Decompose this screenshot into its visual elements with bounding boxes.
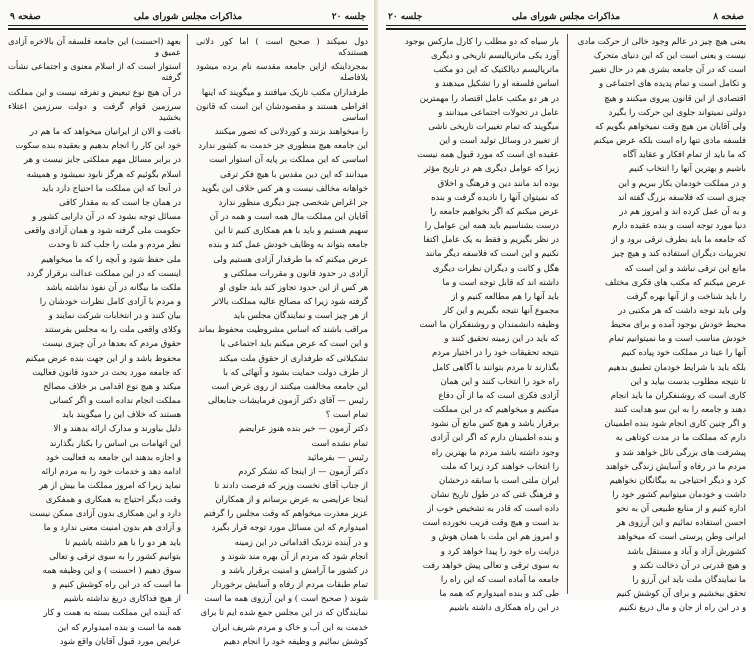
text-line: آقایان این مملکت مال همه است و همه در آن <box>209 211 368 222</box>
text-line: دارد و این همکاری بدون آزادی ممکن نیست <box>29 508 181 519</box>
text-line: هر کس از این حدود تجاوز کند باید جلوی او <box>219 281 368 292</box>
text-line: که جامعه ما باید بطرف ترقی برود و از <box>611 234 746 245</box>
page-number: صفحه ۹ <box>10 12 41 22</box>
text-line: درایت راه خود را پیدا خواهد کرد و <box>440 545 559 556</box>
text-line: را باید شناخت و از آنها بهره گرفت <box>626 290 746 301</box>
text-line: و تکامل است و تمام پدیده های اجتماعی و <box>598 78 746 89</box>
header-rule-double <box>386 28 746 30</box>
text-line: بوده اند مانند دین و فرهنگ و اخلاق <box>437 177 559 188</box>
text-line: عرض میکنم که مکتب های فکری مختلف <box>605 276 746 287</box>
text-line: دول نمیکند ( صحیح است ) اما کور دلانی هستندکه <box>196 36 368 58</box>
text-line: خودش مناسب است و ما نمیتوانیم تمام <box>608 333 746 344</box>
text-line: نتیجه تحقیقات خود را در اختیار مردم <box>432 347 559 358</box>
text-line: پیشرفت های بزرگی نائل خواهد شد و <box>615 446 746 457</box>
text-line: مملکت انجام نداده است و اگر کسانی <box>49 395 181 406</box>
text-line: کشورش آزاد و آباد و مستقل باشد <box>627 545 746 556</box>
text-line: این اتهامات بی اساس را بکنار بگذارند <box>49 437 181 448</box>
text-line: ادامه دهد و خدمات خود را به مردم ارائه <box>41 465 181 476</box>
text-line: امیدوارم که این مسائل مورد توجه قرار بگیرد <box>211 522 368 533</box>
text-line: بعهد (احسنت) این جامعه فلسفه آن بالاخره آزادی عمیق و <box>8 36 181 58</box>
text-line: شوند ( صحیح است ) و این آرزوی همه ما است <box>204 593 368 604</box>
text-line: در همان جا است که به مقدار کافی <box>59 196 181 207</box>
text-line: اساس فلسفه او را تشکیل میدهند و <box>435 78 559 89</box>
text-line: مردم ما در رفاه و آسایش زندگی خواهند <box>605 460 746 471</box>
text-column-left <box>386 36 559 613</box>
text-line: هستند که خلاف این را میگویند باید <box>62 409 181 420</box>
text-line: طی کند و بنده امیدوارم که همه ما <box>439 588 559 599</box>
text-line: و این است که عرض میکنم باید اجتماعی یا <box>220 338 368 349</box>
text-line: این جامعه هیچ منظوری جز خدمت به کشور ندارد <box>198 140 368 151</box>
text-line: مراقب باشند که اساس مشروطیت محفوظ بماند <box>198 324 368 335</box>
text-line: دهند و جامعه را به این سو هدایت کنند <box>614 404 746 415</box>
text-line: بتوانیم کشور را به سوی ترقی و تعالی <box>49 550 181 561</box>
text-line: کوشش نمائیم و وظیفه خود را انجام دهیم <box>223 635 368 646</box>
text-line: دکتر آزمون — خیر بنده هنوز عرایضم <box>239 423 368 434</box>
text-line: ایران ملتی است با سابقه درخشان <box>438 474 559 485</box>
text-line: در برابر مسائل مهم مملکتی جایز نیست و هر <box>24 154 181 165</box>
page-number: صفحه ۸ <box>713 12 744 22</box>
text-line: وکلای واقعی ملت را به مجلس بفرستند <box>44 324 181 335</box>
text-line: که آینده این مملکت بسته به همت و کار <box>43 607 181 618</box>
text-line: بگذارند تا مردم بتوانند با آگاهی کامل <box>432 361 559 372</box>
text-line: این جامعه مخالفت میکنند از روی غرض است <box>211 380 368 391</box>
text-line: از هر چیز است و نمایندگان مجلس باید <box>233 310 368 321</box>
text-line: به سوی ترقی و تعالی پیش خواهد رفت <box>422 559 559 570</box>
text-line: از هیچ فداکاری دریغ نداشته باشیم <box>63 593 181 604</box>
text-line: و مردم با آزادی کامل نظرات خودشان را <box>39 295 181 306</box>
text-line: وظیفه دانشمندان و روشنفکران ما است <box>419 319 559 330</box>
text-line: تمام نشده است <box>311 437 368 448</box>
text-line: دولتی نمیتواند جلوی این حرکت را بگیرد <box>608 106 746 117</box>
text-line: نماید زیرا که امروز مملکت ما بیش از هر <box>38 480 181 490</box>
text-line: آنها را عینا در مملکت خود پیاده کنیم <box>621 347 746 358</box>
text-line: بار سیاه که دو مطلب را کارل مارکس بوجود <box>405 36 559 46</box>
text-line: استوار است که از اسلام معنوی و اجتماعی نشأت گرفته <box>8 61 181 83</box>
text-line: میکند و هیچ نوع اقدامی بر خلاف مصالح <box>43 380 181 391</box>
text-column-right <box>574 36 746 613</box>
text-line: باید آنها را هم مطالعه کنیم و از <box>451 290 559 301</box>
text-line: در کشور ما آرامش و امنیت برقرار باشد و <box>221 564 368 575</box>
text-line: اساسی که این مملکت بر پایه آن استوار است <box>209 154 368 165</box>
text-line: که جامعه مورد بحث در حدود قانون فعالیت <box>32 366 181 377</box>
text-line: عرض میکنم که اگر بخواهیم جامعه را <box>430 205 559 216</box>
session-label: جلسه ۲۰ <box>388 12 423 22</box>
text-line: از طرف دولت حمایت بشود و آنهائی که با <box>223 366 368 377</box>
text-line: ایرانی وطن پرستی است که میخواهد <box>617 531 746 542</box>
text-line: ولی آقایان من هیچ وقت نمیخواهم بگویم که <box>594 120 746 131</box>
text-line: انجام شود که مردم از آن بهره مند شوند و <box>221 550 368 561</box>
text-line: عقیده ای است که مورد قبول همه نیست <box>417 149 559 160</box>
text-line: در هر دو مکتب عامل اقتصاد را مهمترین <box>419 92 559 103</box>
text-line: و در آینده نزدیک اقداماتی در این زمینه <box>234 536 368 547</box>
text-line: تمام است ؟ <box>325 409 368 420</box>
text-line: نیست و یعنی است این که این دنیای متحرک <box>593 50 746 61</box>
text-line: ما است که در این راه کوشش کنیم و <box>52 579 181 590</box>
text-line: سرزمین قوام گرفت و دولت سرزمین اعتلاء بخشید <box>8 100 181 122</box>
text-line: محیط خودش بوجود آمده و برای محیط <box>610 319 746 330</box>
text-line: اسلام بگوئیم که هرگز نابود نمیشود و همیشه <box>26 168 181 179</box>
text-line: تشکیلاتی که طرفداری از حقوق ملت میکند <box>219 352 368 363</box>
text-line: و امروز هم این ملت با همان هوش و <box>431 531 559 542</box>
text-line: همه ما است و بنده امیدوارم که این <box>57 621 181 632</box>
text-line: در این راه همکاری داشته باشیم <box>448 602 559 613</box>
text-line: خود این کار را انجام بدهیم و بعقیده بنده سکوت <box>15 140 181 151</box>
text-line: دکتر آزمون — از اینجا که تشکر کردم <box>238 465 368 476</box>
text-line: عزیز معذرت میخواهم که وقت مجلس را گرفتم <box>203 508 368 519</box>
text-line: بیان کنند و در انتخابات شرکت نمایند و <box>48 310 181 321</box>
text-line: در آنجا که این مملکت ما احتیاج دارد باید <box>41 182 181 193</box>
text-line: و اگر چنین کاری انجام شود بنده اطمینان <box>604 418 746 429</box>
text-line: هگل و کانت و دیگران نظرات دیگری <box>432 262 559 273</box>
text-line: نکنیم و این است که فلاسفه دیگر مانند <box>425 248 559 259</box>
header-rule <box>386 25 746 26</box>
text-line: بمجرداینکه ازاین جامعه مقدسه نام برده میشود بلافاصله <box>196 61 368 83</box>
text-line: حقوق مردم که بعدها در آن چیزی نیست <box>42 338 181 349</box>
text-line: راه خود را انتخاب کنند و این همان <box>440 375 559 386</box>
text-line: فلسفه مادی تنها راه است بلکه عرض میکنم <box>593 135 746 146</box>
text-line: دلیل بیاورند و مدارک ارائه بدهند و الا <box>53 423 181 434</box>
text-line: کاری است که روشنفکران ما باید انجام <box>610 389 746 400</box>
text-line: در آن هیچ نوع تبعیض و تفرقه نیست و این مملکت <box>8 86 181 97</box>
text-line: جامعه بتواند به وظایف خودش عمل کند و بنده <box>208 239 368 250</box>
text-line: وجود داشته باشد مردم ما بهترین راه <box>431 446 559 457</box>
text-line: داشت و خودمان میتوانیم کشور خود را <box>612 489 746 499</box>
text-line: تا نتیجه مطلوب بدست بیاید و این <box>630 375 746 386</box>
text-line: عامل در تحولات اجتماعی میدانند و <box>438 106 559 117</box>
text-line: اداره کنیم و از منابع طبیعی آن به نحو <box>616 503 746 514</box>
text-line: و فرهنگ غنی که در طول تاریخ نشان <box>430 489 559 499</box>
text-line: ملی حفظ شود و آنچه را که ما میخواهیم <box>40 253 181 264</box>
text-line: جز اغراض شخصی چیز دیگری منظور ندارد <box>218 196 368 207</box>
text-line: جامعه ما آماده است که این راه را <box>440 573 559 584</box>
header-rule <box>8 25 368 26</box>
text-line: چیزی است که فلاسفه بزرگ گفته اند <box>617 191 746 202</box>
text-line: مجموع آنها نتیجه بگیریم و این کار <box>442 304 559 315</box>
text-line: میکنیم و میخواهیم که در این مملکت <box>432 404 559 415</box>
text-line: گرفته شود زیرا که مصالح عالیه مملکت بالاتر <box>211 295 368 306</box>
text-line: درست بشناسیم باید همه این عوامل را <box>424 220 559 231</box>
text-line: و اجازه بدهند این جامعه به فعالیت خود <box>46 451 181 462</box>
text-line: طرفداران مکتب تاریک میافتند و میگویند که اینها <box>201 86 368 97</box>
text-line: باشیم و بهترین آنها را انتخاب کنیم <box>628 163 746 174</box>
text-line: نمایندگان که در این مجلس جمع شده ایم تا برای <box>200 607 368 618</box>
text-line: مسائل توجه بشود که در آن دارایی کشور و <box>31 211 181 222</box>
text-line: خواهانه مخالف نیست و هر کس خلاف این بگوید <box>201 182 368 193</box>
text-line: از تغییر در وسائل تولید است و این <box>439 135 559 146</box>
text-line: است که در آن جامعه بشری هم در حال تغییر <box>590 64 746 75</box>
text-line: را انتخاب خواهند کرد زیرا که ملت <box>440 460 559 471</box>
text-line: بد است و هیچ وقت فریب نخورده است <box>422 517 559 528</box>
text-line: ملکت ما بیگانه در آن نفوذ نداشته باشد <box>46 281 181 292</box>
column-divider <box>187 34 188 594</box>
text-line: که باید در این زمینه تحقیق کنند و <box>444 333 559 344</box>
text-line: و در این راه از جان و مال دریغ نکنیم <box>618 602 746 613</box>
text-line: اقتصادی از این قانون پیروی میکنند و هیچ <box>604 92 746 103</box>
text-line: که ما باید از تمام افکار و عقاید آگاه <box>622 149 746 160</box>
text-line: آورد یکی ماتریالیسم تاریخی و دیگری <box>431 50 559 61</box>
text-line: و بنده اطمینان دارم که اگر این آزادی <box>430 432 559 443</box>
text-line: اینجا عرایضی به عرض برسانم و از همکاران <box>215 494 368 505</box>
text-line: عرایض مورد قبول آقایان واقع شود <box>59 635 181 646</box>
text-line: برقرار باشد و هیچ کس مانع آن نشود <box>430 418 559 429</box>
text-line: را میخواهند بزنند و کوردلانی که تصور میکنند <box>214 126 368 137</box>
header-rule-double <box>8 28 368 30</box>
text-line: و آزادی هم بدون امنیت معنی ندارد و ما <box>43 522 181 533</box>
text-line: دنیا مورد توجه است و بنده عقیده دارم <box>612 220 746 231</box>
text-line: و به آن عمل کرده اند و امروز هم در <box>619 205 746 216</box>
text-line: از جناب آقای نخست وزیر که فرصت دادند تا <box>214 480 368 490</box>
text-line: نظر مردم و ملت را جلب کند تا وحدت <box>48 239 181 250</box>
text-line: سهیم هستیم و باید با هم همکاری کنیم تا این <box>214 225 368 236</box>
text-line: خدمت به این آب و خاک و مردم شریف ایران <box>211 621 368 632</box>
text-line: آزادی در حدود قانون و مقررات مملکتی و <box>223 267 368 278</box>
text-line: کرد و دیگر احتیاجی به بیگانگان نخواهیم <box>609 474 746 485</box>
text-line: محفوظ باشد و از این جهت بنده عرض میکنم <box>25 352 181 363</box>
text-line: که نمیتوان آنها را نادیده گرفت و بنده <box>431 191 559 202</box>
text-line: آزادی فکری است که ما از آن دفاع <box>438 389 559 400</box>
text-line: تحقق ببخشیم و برای آن کوشش کنیم <box>616 588 746 599</box>
text-line: ما نمایندگان ملت باید این آرزو را <box>632 573 746 584</box>
text-line: وقت دیگر احتیاج به همکاری و همفکری <box>45 494 181 505</box>
text-line: بلکه باید با شرایط خودمان تطبیق بدهیم <box>608 361 746 372</box>
text-line: باید هر دو را با هم داشته باشیم تا <box>65 536 181 547</box>
text-column-right <box>196 36 368 646</box>
text-line: اینست که در این مملکت عدالت برقرار گردد <box>26 267 181 278</box>
text-line: ماتریالیسم دیالکتیک که این دو مکتب <box>433 64 559 75</box>
text-line: میگویند که تمام تغییرات تاریخی ناشی <box>428 120 559 131</box>
text-line: میدانند که این دین مقدس با هیچ فکر ترقی <box>220 168 368 179</box>
text-column-left <box>8 36 181 646</box>
text-line: رئیس — بفرمائید <box>307 451 368 462</box>
page-left <box>0 0 376 646</box>
text-line: داشته اند که قابل توجه است و ما <box>442 276 559 287</box>
text-line: رئیس — آقای دکتر آزمون فرمایشات جنابعالی <box>207 395 368 406</box>
page-right <box>378 0 754 613</box>
text-line: احسن استفاده نمائیم و این آرزوی هر <box>616 517 746 528</box>
text-line: تجربیات دیگران استفاده کند و هیچ چیز <box>612 248 746 259</box>
text-line: عرض میکنم که ما طرفدار آزادی هستیم ولی <box>213 253 368 264</box>
session-label: جلسه ۲۰ <box>331 12 366 22</box>
text-line: داده است که قادر به تشخیص خوب از <box>427 503 559 514</box>
text-line: ولی باید توجه داشت که هر مکتبی در <box>618 304 746 315</box>
text-line: و در مملکت خودمان بکار ببریم و این <box>618 177 746 188</box>
text-line: یعنی هیچ چیز در عالم وجود خالی از حرکت مادی <box>577 36 746 46</box>
text-line: زیرا که عوامل دیگری هم در تاریخ مؤثر <box>424 163 559 174</box>
journal-title: مذاکرات مجلس شورای ملی <box>511 12 621 22</box>
column-divider <box>567 34 568 594</box>
text-line: و هیچ قدرتی در آن دخالت نکند و <box>632 559 746 570</box>
text-line: بافت و الان از ایرانیان میخواهد که ما هم در <box>29 126 181 137</box>
text-line: مانع این ترقی نباشد و این است که <box>624 262 746 273</box>
text-line: در نظر بگیریم و فقط به یک عامل اکتفا <box>423 234 559 245</box>
text-line: تمام طبقات مردم از رفاه و آسایش برخوردار <box>211 579 368 590</box>
text-line: حکومت ملی گرفته شود و همان آزادی واقعی <box>24 225 181 236</box>
text-line: افراطی هستند و مقصودشان این است که قانون اساسی <box>196 100 368 122</box>
text-line: سوق دهیم ( احسنت ) و این وظیفه همه <box>42 564 181 575</box>
journal-title: مذاکرات مجلس شورای ملی <box>133 12 243 22</box>
text-line: دارم که مملکت ما در مدت کوتاهی به <box>615 432 746 443</box>
